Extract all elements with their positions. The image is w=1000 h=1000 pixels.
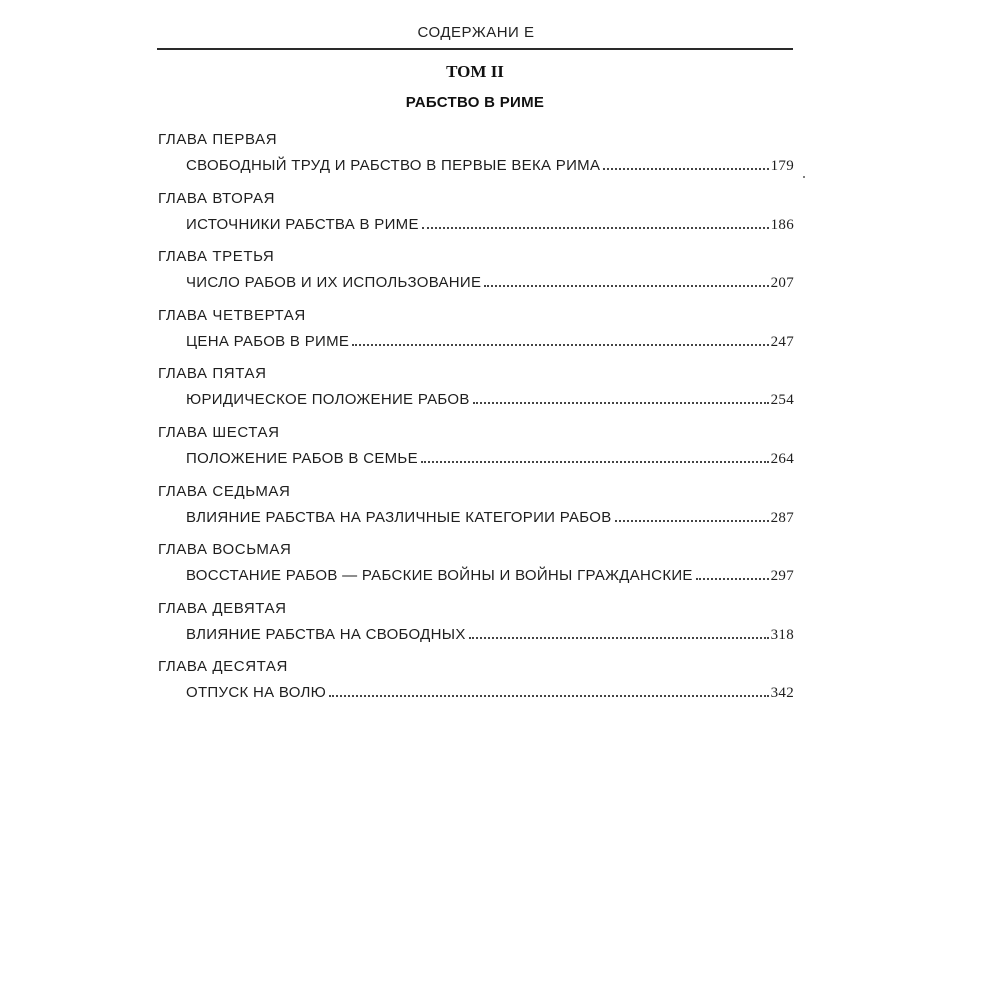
chapter-label: ГЛАВА ПЯТАЯ [158,365,267,383]
dot-leader [615,520,769,522]
chapter-title: ЮРИДИЧЕСКОЕ ПОЛОЖЕНИЕ РАБОВ [186,391,470,409]
page-number: 207 [770,275,794,292]
page-number: 179 [770,158,794,174]
page-number: 247 [770,333,794,350]
chapter-label: ГЛАВА ПЕРВАЯ [158,131,278,148]
volume-number: ТОМ II [446,62,504,81]
running-head: СОДЕРЖАНИ Е [417,24,535,41]
volume-title: РАБСТВО В РИМЕ [405,94,545,111]
page-number: 318 [770,626,794,643]
dot-leader [329,695,769,697]
chapter-title: ВОССТАНИЕ РАБОВ — РАБСКИЕ ВОЙНЫ И ВОЙНЫ ГРАЖДАНСКИЕ [186,567,693,585]
dot-leader [469,637,769,639]
page-number: 186 [770,216,794,233]
page-speck [803,176,805,178]
chapter-label: ГЛАВА ВОСЬМАЯ [158,541,292,559]
chapter-label: ГЛАВА СЕДЬМАЯ [158,482,291,500]
toc-entry [186,391,794,409]
page-number: 297 [770,568,794,585]
toc-entry [186,567,794,585]
chapter-title: ЧИСЛО РАБОВ И ИХ ИСПОЛЬЗОВАНИЕ [186,274,482,292]
toc-entry [186,509,794,527]
toc-entry [186,216,794,234]
dot-leader [484,285,768,287]
toc-entry [186,626,794,644]
chapter-title: ВЛИЯНИЕ РАБСТВА НА СВОБОДНЫХ [186,625,466,643]
dot-leader [422,227,769,229]
dot-leader [603,168,768,170]
toc-entry [186,684,794,702]
dot-leader [352,344,768,346]
toc-entry [186,157,794,175]
page-number: 264 [770,451,794,467]
chapter-label: ГЛАВА ШЕСТАЯ [158,424,280,441]
toc-entry [186,333,794,351]
chapter-title: ВЛИЯНИЕ РАБСТВА НА РАЗЛИЧНЫЕ КАТЕГОРИИ РАБОВ [186,508,612,526]
toc-entry [186,274,794,292]
chapter-label: ГЛАВА ТРЕТЬЯ [158,248,275,266]
chapter-title: ОТПУСК НА ВОЛЮ [186,684,327,702]
toc-entry [186,450,794,468]
chapter-title: ЦЕНА РАБОВ В РИМЕ [186,332,350,350]
page-number: 342 [770,685,794,702]
chapter-title: ИСТОЧНИКИ РАБСТВА В РИМЕ [186,215,419,233]
dot-leader [696,578,769,580]
chapter-label: ГЛАВА ЧЕТВЕРТАЯ [158,306,306,324]
page-number: 254 [770,392,794,409]
page-number: 287 [770,509,794,526]
chapter-label: ГЛАВА ДЕВЯТАЯ [158,599,287,617]
chapter-label: ГЛАВА ВТОРАЯ [158,189,276,207]
dot-leader [421,461,769,463]
chapter-label: ГЛАВА ДЕСЯТАЯ [158,658,288,676]
chapter-title: ПОЛОЖЕНИЕ РАБОВ В СЕМЬЕ [186,450,418,467]
chapter-title: СВОБОДНЫЙ ТРУД И РАБСТВО В ПЕРВЫЕ ВЕКА РИМА [186,157,601,174]
dot-leader [473,402,769,404]
